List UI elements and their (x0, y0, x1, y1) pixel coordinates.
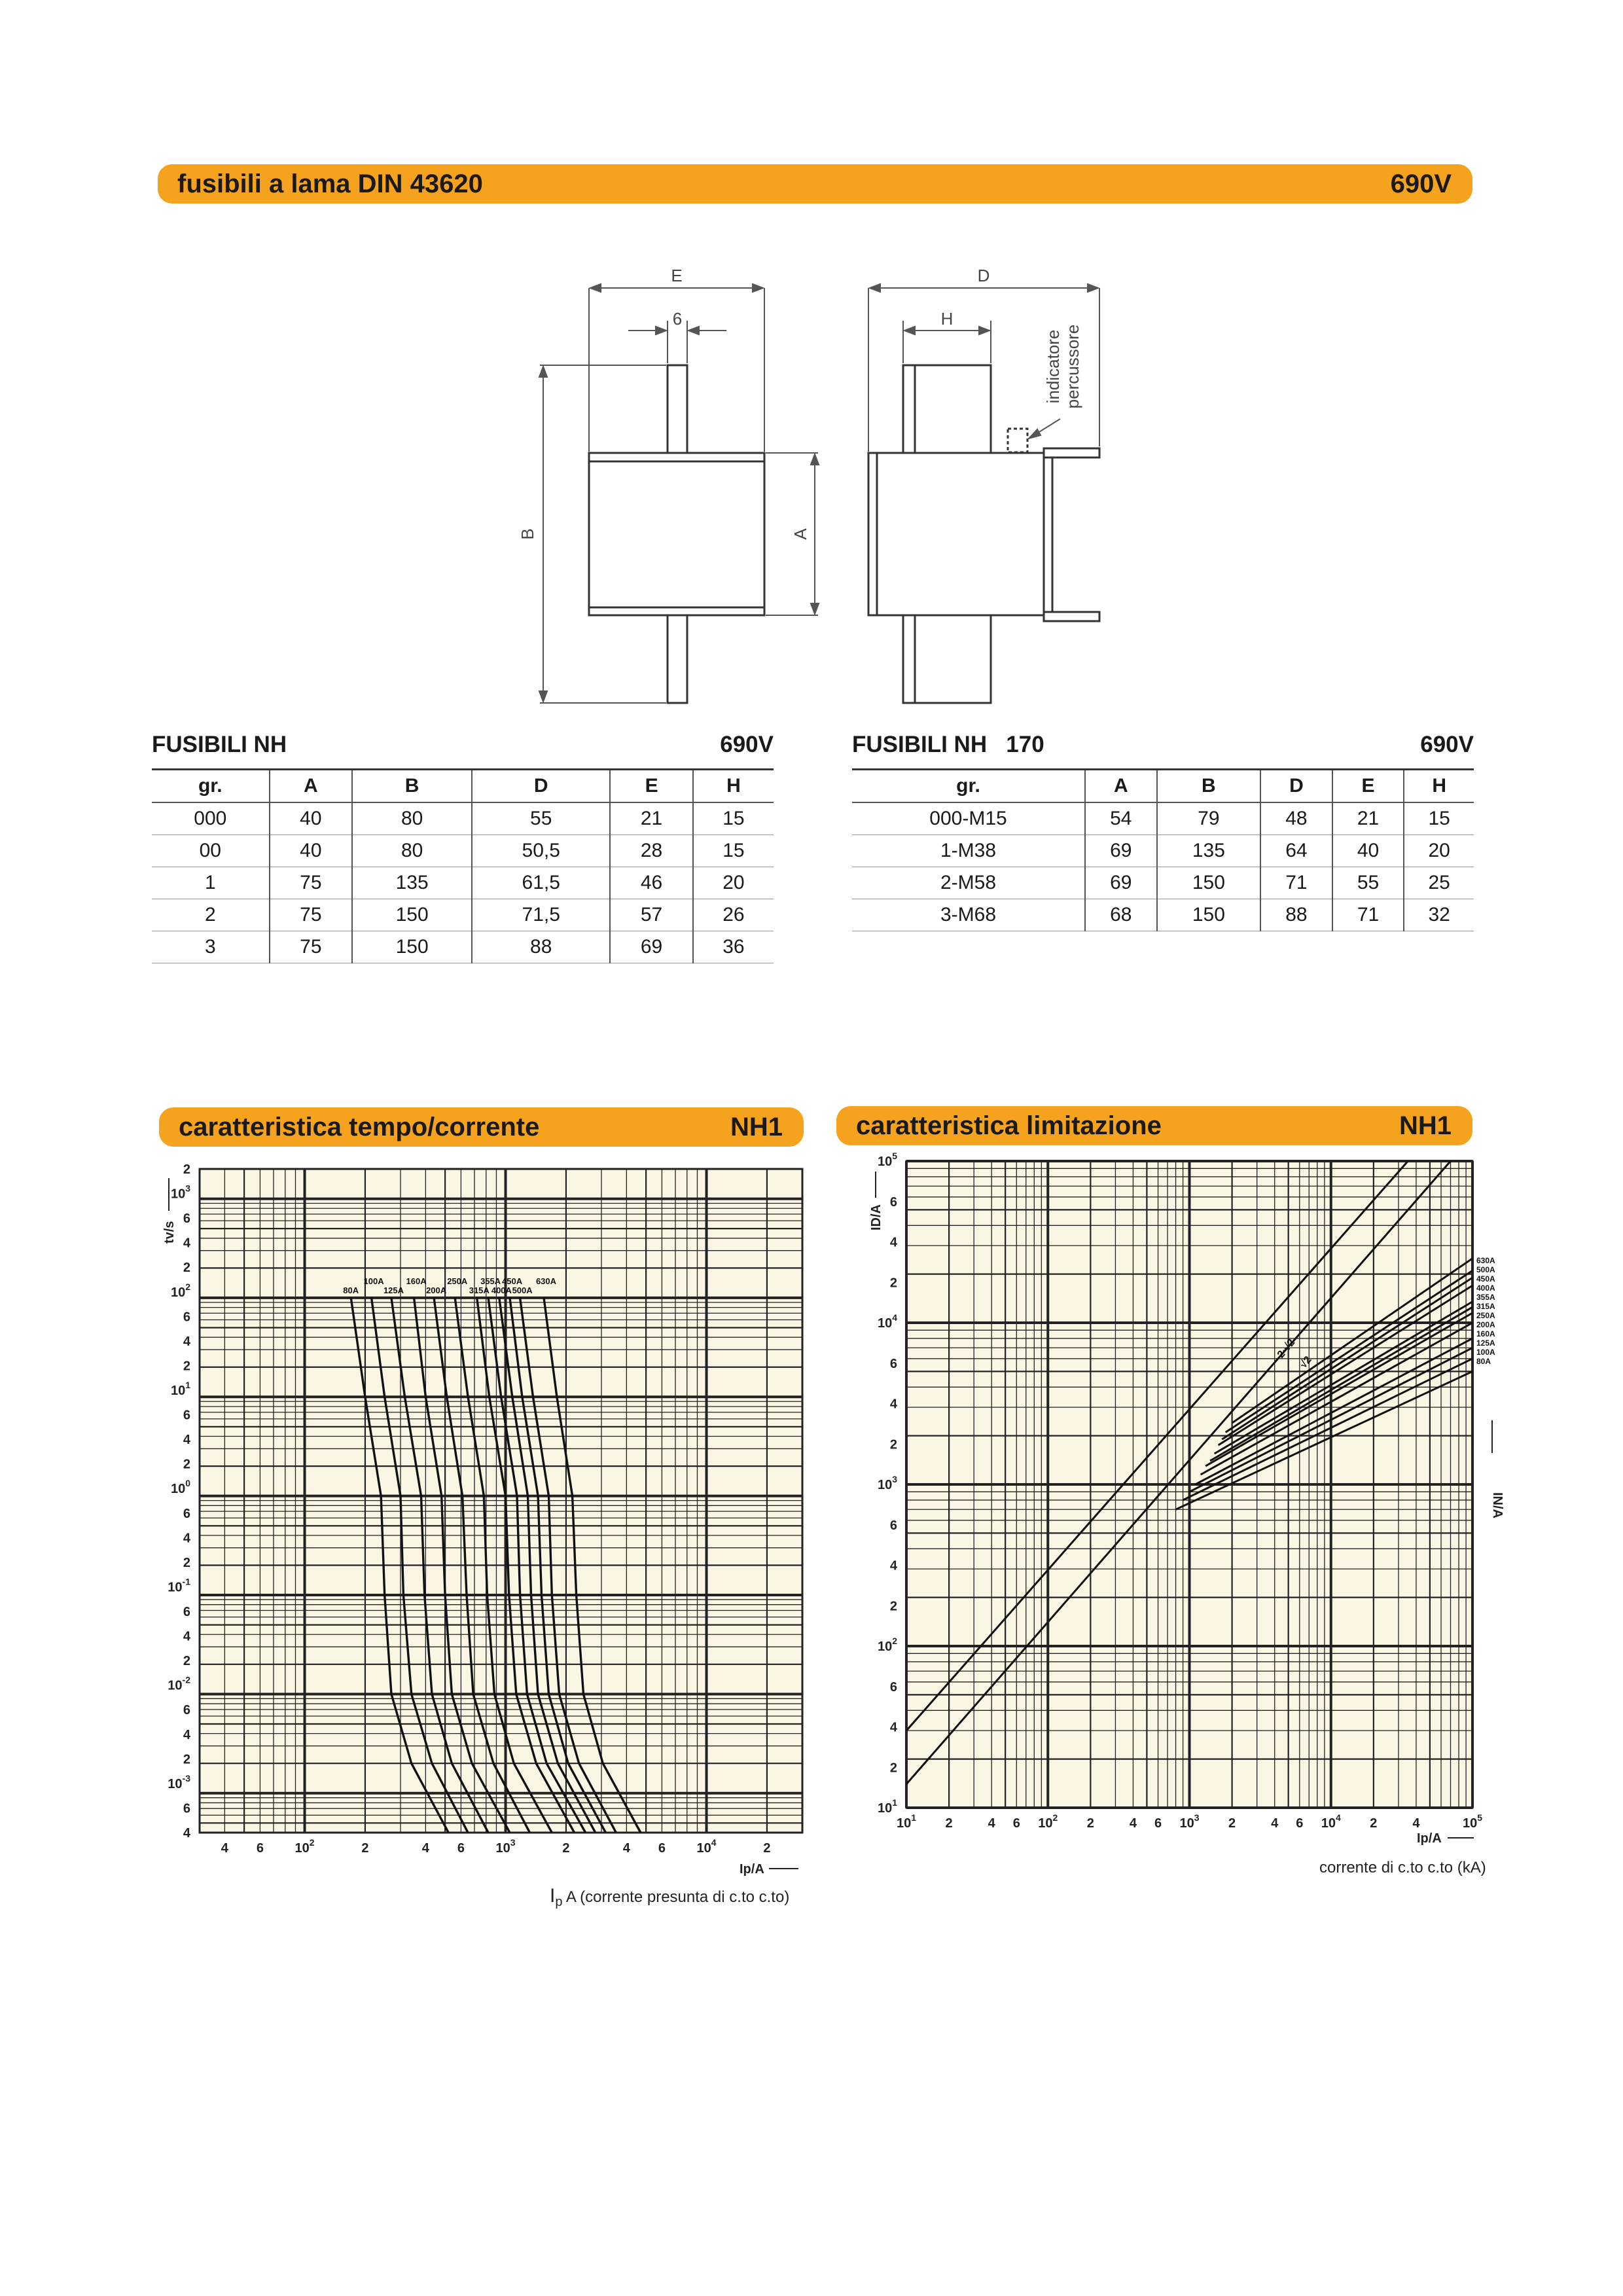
table-cell: 54 (1085, 802, 1157, 835)
x-axis-label: Ip/A (1417, 1831, 1442, 1846)
table-header-cell: gr. (852, 770, 1085, 803)
table-cell: 46 (610, 867, 693, 899)
table-cell: 1 (152, 867, 270, 899)
series-label: 355A (480, 1276, 501, 1286)
y-tick-label: $10^1$ (877, 1797, 897, 1816)
x-tick-label: $10^2$ (294, 1837, 315, 1856)
series-label: 160A (1476, 1329, 1495, 1338)
series-label: 315A (469, 1285, 490, 1295)
dim-label-a: A (791, 528, 810, 540)
y-tick-label: 6 (183, 1703, 190, 1718)
y-tick-label: $10^2$ (877, 1636, 897, 1654)
table-cell: 26 (693, 899, 774, 931)
table-cell: 40 (270, 835, 353, 867)
table-cell: 79 (1157, 802, 1261, 835)
y-tick-label: $10^3$ (877, 1474, 897, 1492)
y-tick-label: 2 (183, 1359, 190, 1374)
table-cell: 21 (610, 802, 693, 835)
y-tick-label: 4 (183, 1433, 190, 1448)
series-label: 100A (1476, 1348, 1495, 1357)
table-cell: 80 (352, 835, 472, 867)
table-cell: 25 (1404, 867, 1474, 899)
table-nh-title: FUSIBILI NH (152, 732, 287, 757)
series-label: 630A (1476, 1256, 1495, 1265)
series-label: 80A (343, 1285, 359, 1295)
table-cell: 15 (693, 835, 774, 867)
x-tick-label: 6 (658, 1841, 666, 1856)
chart-right-caption: corrente di c.to c.to (kA) (1319, 1859, 1486, 1876)
table-cell: 69 (610, 931, 693, 963)
table-cell: 69 (1085, 867, 1157, 899)
dim-label-b: B (518, 528, 537, 540)
y-tick-label: 6 (183, 1408, 190, 1423)
y-tick-label: 6 (183, 1211, 190, 1227)
series-label: 400A (491, 1285, 512, 1295)
caption-i: I (550, 1885, 556, 1907)
table-cell: 71 (1260, 867, 1332, 899)
table-header-cell: B (352, 770, 472, 803)
y-tick-label: 2 (889, 1599, 897, 1614)
y-tick-label: 4 (183, 1727, 190, 1742)
y-tick-label: 4 (889, 1558, 897, 1573)
caption-rest: A (corrente presunta di c.to c.to) (562, 1888, 790, 1906)
y-tick-label: 2 (183, 1162, 190, 1177)
header-title: fusibili a lama DIN 43620 (177, 169, 483, 198)
y-tick-label: 4 (889, 1235, 897, 1250)
x-tick-label: $10^2$ (1038, 1812, 1058, 1831)
table-cell: 57 (610, 899, 693, 931)
series-label: 200A (426, 1285, 447, 1295)
y-tick-label: 4 (183, 1531, 190, 1546)
y-tick-label: 6 (889, 1356, 897, 1371)
series-label: 125A (383, 1285, 404, 1295)
series-label: 500A (512, 1285, 533, 1295)
x-tick-label: $10^4$ (1321, 1812, 1341, 1831)
x-tick-label: 4 (221, 1841, 228, 1856)
x-tick-label: 2 (945, 1816, 953, 1831)
y-axis-label: ID/A (869, 1204, 883, 1230)
chart-right-title: caratteristica limitazione (856, 1111, 1162, 1140)
series-label: 160A (406, 1276, 427, 1286)
table-cell: 000 (152, 802, 270, 835)
table-cell: 28 (610, 835, 693, 867)
table-cell: 75 (270, 867, 353, 899)
x-tick-label: 2 (1370, 1816, 1378, 1831)
table-header-cell: A (1085, 770, 1157, 803)
table-cell: 150 (1157, 899, 1261, 931)
table-cell: 21 (1332, 802, 1404, 835)
table-cell: 75 (270, 931, 353, 963)
dim-label-e: E (671, 266, 683, 285)
y-tick-label: 4 (183, 1826, 190, 1840)
table-cell: 135 (352, 867, 472, 899)
table-header-cell: gr. (152, 770, 270, 803)
series-label: 80A (1476, 1357, 1491, 1366)
table-cell: 150 (352, 899, 472, 931)
x-tick-label: $10^4$ (696, 1837, 717, 1856)
y-tick-label: 2 (889, 1761, 897, 1776)
x-tick-label: 2 (763, 1841, 771, 1856)
x-tick-label: 6 (256, 1841, 264, 1856)
x-axis-label: Ip/A (740, 1862, 764, 1876)
table-cell: 150 (352, 931, 472, 963)
y-tick-label: $10^2$ (170, 1281, 190, 1300)
chart-left-title: caratteristica tempo/corrente (179, 1112, 540, 1141)
table-nh170-title: FUSIBILI NH 170 (852, 732, 1044, 757)
table-cell: 15 (693, 802, 774, 835)
x-tick-label: 6 (457, 1841, 465, 1856)
x-tick-label: 6 (1154, 1816, 1162, 1831)
y-tick-label: 4 (183, 1236, 190, 1251)
series-label: 630A (535, 1276, 557, 1286)
x-tick-label: 4 (1271, 1816, 1279, 1831)
y-tick-label: 2 (183, 1654, 190, 1669)
y-axis-label: tv/s (162, 1221, 177, 1244)
table-cell: 61,5 (472, 867, 610, 899)
table-cell: 75 (270, 899, 353, 931)
x-tick-label: $10^5$ (1462, 1812, 1483, 1831)
table-cell: 3 (152, 931, 270, 963)
y-tick-label: 6 (183, 1506, 190, 1521)
indicator-label-1: indicatore (1043, 329, 1063, 404)
x-tick-label: 4 (421, 1841, 429, 1856)
dim-label-d: D (977, 266, 990, 285)
series-label: 100A (363, 1276, 384, 1286)
table-cell: 150 (1157, 867, 1261, 899)
table-cell: 69 (1085, 835, 1157, 867)
series-label: 315A (1476, 1302, 1495, 1311)
table-cell: 1-M38 (852, 835, 1085, 867)
table-cell: 64 (1260, 835, 1332, 867)
table-header-cell: B (1157, 770, 1261, 803)
table-cell: 88 (1260, 899, 1332, 931)
series-label: 250A (1476, 1311, 1495, 1320)
series-label: 450A (1476, 1274, 1495, 1283)
y-tick-label: 2 (889, 1276, 897, 1291)
table-cell: 88 (472, 931, 610, 963)
y-tick-label: 6 (889, 1518, 897, 1533)
table-cell: 36 (693, 931, 774, 963)
y-tick-label: 6 (889, 1679, 897, 1695)
y-tick-label: 6 (183, 1310, 190, 1325)
table-cell: 2 (152, 899, 270, 931)
x-tick-label: 4 (1129, 1816, 1137, 1831)
table-cell: 15 (1404, 802, 1474, 835)
caption-sub: p (555, 1894, 563, 1909)
y-tick-label: $10^1$ (170, 1380, 190, 1398)
y-tick-label: $10^3$ (170, 1183, 190, 1202)
y-tick-label: 4 (889, 1720, 897, 1735)
table-cell: 80 (352, 802, 472, 835)
table-cell: 135 (1157, 835, 1261, 867)
table-cell: 55 (472, 802, 610, 835)
y-tick-label: 4 (889, 1397, 897, 1412)
table-cell: 71,5 (472, 899, 610, 931)
y-tick-label: 6 (183, 1605, 190, 1619)
y-tick-label: $10^0$ (170, 1478, 190, 1497)
y-tick-label: 2 (183, 1752, 190, 1767)
table-header-cell: E (1332, 770, 1404, 803)
x-tick-label: $10^1$ (896, 1812, 917, 1831)
y-tick-label: 4 (183, 1629, 190, 1644)
table-cell: 3-M68 (852, 899, 1085, 931)
series-label: 125A (1476, 1338, 1495, 1348)
dim-label-6: 6 (672, 309, 683, 329)
y-tick-label: $10^4$ (877, 1312, 897, 1331)
table-header-cell: D (1260, 770, 1332, 803)
table-header-cell: E (610, 770, 693, 803)
table-nh170-voltage: 690V (1420, 732, 1474, 757)
y-tick-label: 6 (183, 1801, 190, 1816)
table-cell: 000-M15 (852, 802, 1085, 835)
y-tick-label: 2 (183, 1457, 190, 1472)
table-cell: 50,5 (472, 835, 610, 867)
table-cell: 55 (1332, 867, 1404, 899)
series-label: 500A (1476, 1265, 1495, 1274)
series-label: 200A (1476, 1320, 1495, 1329)
table-cell: 71 (1332, 899, 1404, 931)
series-label: 400A (1476, 1283, 1495, 1293)
table-cell: 32 (1404, 899, 1474, 931)
y-tick-label: 6 (889, 1194, 897, 1210)
table-header-cell: D (472, 770, 610, 803)
series-label: 450A (502, 1276, 523, 1286)
x-tick-label: $10^3$ (1179, 1812, 1200, 1831)
x-tick-label: 2 (1086, 1816, 1094, 1831)
series-label: 250A (447, 1276, 468, 1286)
x-tick-label: 2 (562, 1841, 570, 1856)
y-tick-label: 2 (889, 1437, 897, 1452)
series-label: 2·√2 (1275, 1336, 1298, 1361)
y-axis-right-label: IN/A (1490, 1492, 1505, 1518)
x-tick-label: 6 (1012, 1816, 1020, 1831)
table-cell: 68 (1085, 899, 1157, 931)
table-header-cell: H (693, 770, 774, 803)
table-nh-voltage: 690V (720, 732, 774, 757)
series-label: √2 (1298, 1354, 1314, 1371)
x-tick-label: 4 (622, 1841, 630, 1856)
table-header-cell: H (1404, 770, 1474, 803)
y-tick-label: 2 (183, 1555, 190, 1570)
table-cell: 20 (693, 867, 774, 899)
y-tick-label: $10^{-1}$ (168, 1576, 190, 1595)
header-voltage: 690V (1390, 169, 1452, 198)
y-tick-label: $10^{-3}$ (168, 1772, 190, 1791)
x-tick-label: $10^3$ (495, 1837, 516, 1856)
table-cell: 00 (152, 835, 270, 867)
x-tick-label: 6 (1296, 1816, 1304, 1831)
y-tick-label: $10^5$ (877, 1151, 897, 1169)
indicator-label-2: percussore (1063, 324, 1082, 409)
chart-left-tag: NH1 (730, 1112, 783, 1141)
y-tick-label: $10^{-2}$ (168, 1674, 190, 1693)
x-tick-label: 2 (1228, 1816, 1236, 1831)
chart-right-tag: NH1 (1399, 1111, 1452, 1140)
table-header-cell: A (270, 770, 353, 803)
dim-label-h: H (940, 309, 954, 329)
y-tick-label: 4 (183, 1334, 190, 1349)
x-tick-label: 4 (988, 1816, 995, 1831)
table-cell: 2-M58 (852, 867, 1085, 899)
table-cell: 48 (1260, 802, 1332, 835)
x-tick-label: 2 (361, 1841, 369, 1856)
chart-left-caption (550, 1885, 789, 1910)
table-cell: 20 (1404, 835, 1474, 867)
table-cell: 40 (1332, 835, 1404, 867)
table-cell: 40 (270, 802, 353, 835)
x-tick-label: 4 (1412, 1816, 1420, 1831)
y-tick-label: 2 (183, 1261, 190, 1276)
series-label: 355A (1476, 1293, 1495, 1302)
